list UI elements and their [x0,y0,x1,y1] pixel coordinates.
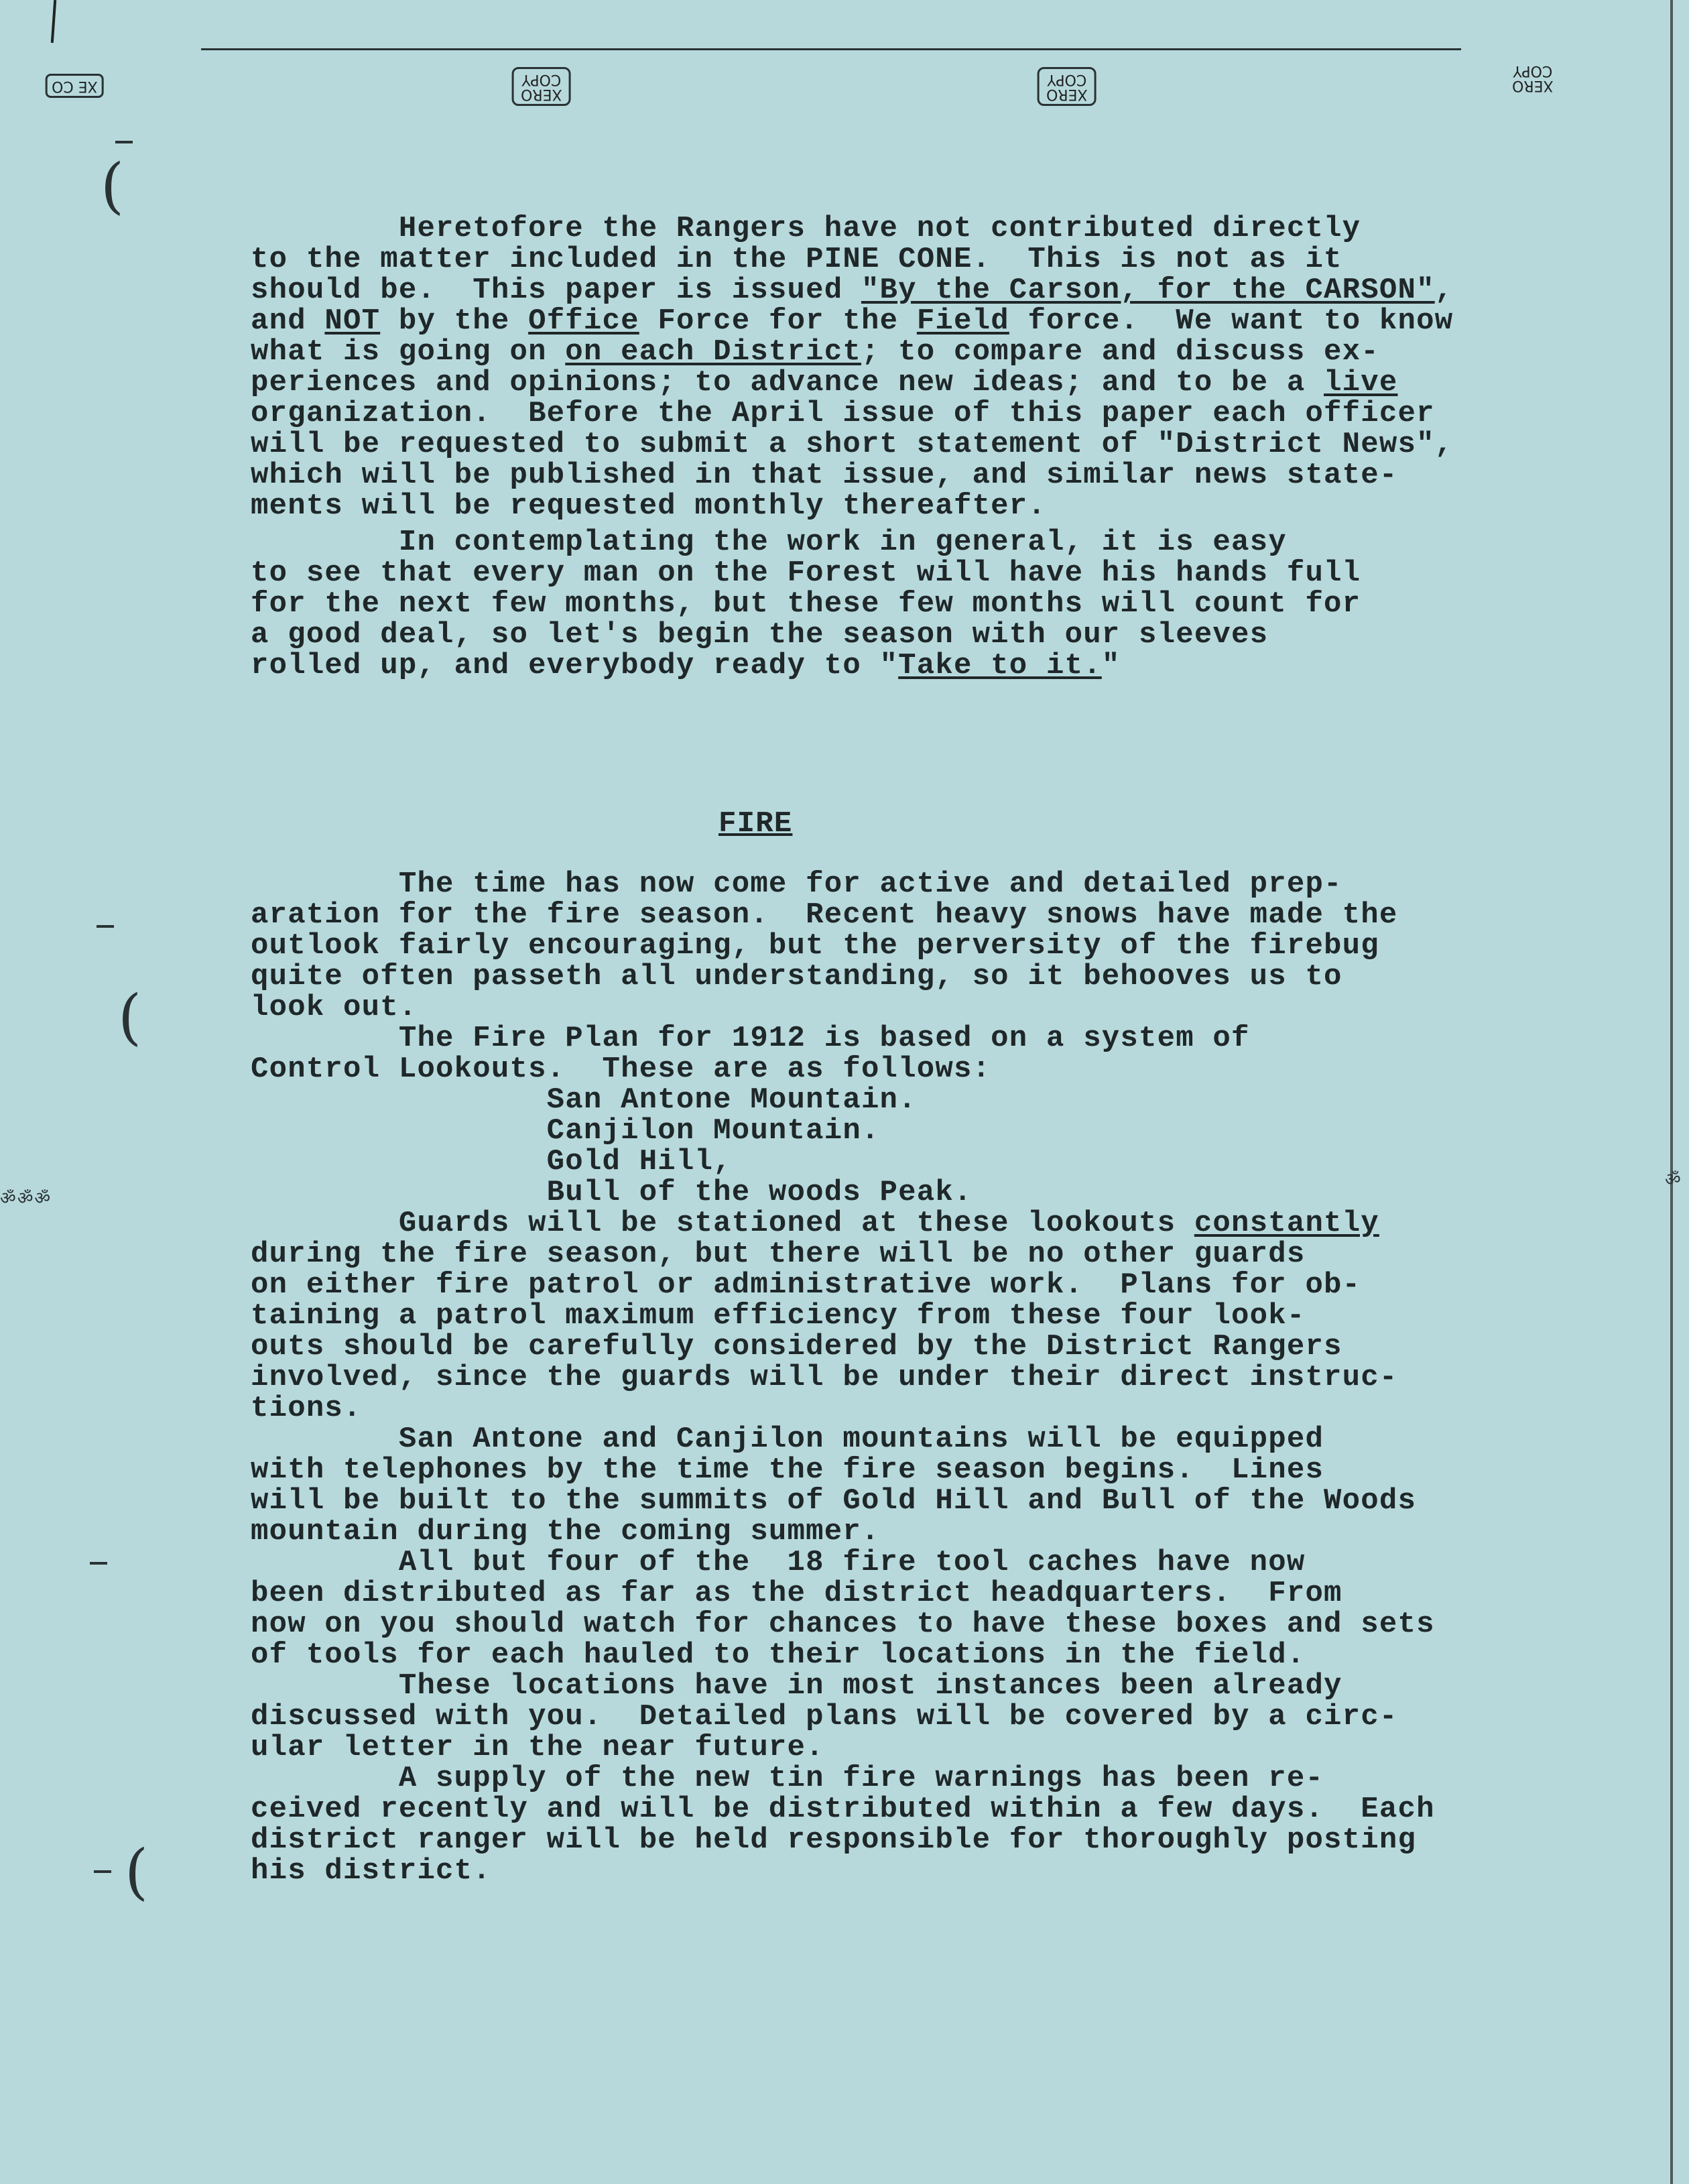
xerox-copy-stamp [512,67,571,106]
text-run: during the fire season, but there will be no other guards [251,1237,1306,1271]
text-run: been distributed as far as the district headquarters. From [251,1577,1342,1610]
text-run: to the matter included in the PINE CONE. This is not as it [251,243,1342,276]
xerox-copy-stamp [1505,60,1560,95]
text-run: Gold Hill, [251,1145,732,1178]
text-line [251,1208,1524,1239]
text-line [251,1701,1524,1732]
text-line [251,961,1524,992]
text-run: All but four of the 18 fire tool caches have now [251,1546,1306,1579]
text-run: a good deal, so let's begin the season with our sleeves [251,618,1269,652]
text-line [251,1794,1524,1825]
text-line [251,337,1524,367]
text-line [251,1825,1524,1856]
text-run: tions. [251,1392,362,1425]
margin-mark [97,925,114,928]
text-run: of tools for each hauled to their locations in the field. [251,1638,1306,1672]
text-run: These locations have in most instances been already [251,1669,1342,1703]
text-run: In contemplating the work in general, it is easy [251,526,1287,559]
text-line [251,900,1524,930]
text-line [251,1671,1524,1701]
text-run: ments will be requested monthly thereafter. [251,489,1046,523]
text-run: to see that every man on the Forest will have his hands full [251,556,1361,590]
text-run: rolled up, and everybody ready to " [251,649,899,682]
underlined-text: Take to it. [898,649,1102,682]
paragraph-contemplating [251,527,1524,681]
text-run: ceived recently and will be distributed within a few days. Each [251,1793,1435,1826]
text-run: what is going on [251,335,566,369]
text-run: force. We want to know [1009,304,1454,338]
margin-mark: ( [101,151,125,221]
underlined-text: Field [916,304,1009,338]
text-line [251,213,1524,244]
text-line [251,491,1524,522]
text-line [251,1516,1524,1547]
stamp-text: XE [78,78,98,95]
text-run: look out. [251,991,418,1024]
underlined-text: constantly [1194,1207,1379,1240]
text-line [251,1023,1524,1054]
margin-mark: ( [125,1837,149,1907]
stamp-text: CO [52,78,74,95]
text-run: discussed with you. Detailed plans will be covered by a circ- [251,1700,1398,1734]
page-right-edge [1670,0,1673,2184]
text-run: The time has now come for active and detailed prep- [251,867,1342,901]
text-run: Control Lookouts. These are as follows: [251,1052,991,1086]
section-heading-fire: FIRE [718,807,793,841]
text-line [251,1085,1524,1115]
text-run: should be. This paper is issued [251,274,861,307]
text-run: with telephones by the time the fire season begins. Lines [251,1453,1324,1487]
copy-top-rule [201,48,1461,50]
text-run: Canjilon Mountain. [251,1114,880,1148]
underlined-text: on each District [565,335,861,369]
margin-mark: ॐ [1665,1170,1682,1190]
text-run: " [1101,649,1121,682]
text-line [251,1270,1524,1300]
underlined-text: Office [528,304,639,338]
text-run: on either fire patrol or administrative work. Plans for ob- [251,1268,1361,1302]
text-line [251,367,1524,398]
text-run: and [251,304,325,338]
text-line [251,1393,1524,1424]
text-run: aration for the fire season. Recent heavy snows have made the [251,898,1398,932]
underlined-text: "By the Carson, for the CARSON" [861,274,1435,307]
text-line [251,398,1524,429]
text-line [251,1547,1524,1578]
text-run: Bull of the woods Peak. [251,1176,973,1209]
text-line [251,460,1524,491]
text-run: outlook fairly encouraging, but the perversity of the firebug [251,929,1379,963]
paragraph-fire-plan [251,869,1524,1886]
text-line [251,619,1524,650]
margin-mark [90,1562,107,1565]
margin-mark [94,1870,111,1873]
text-run: his district. [251,1854,491,1888]
text-run: by the [380,304,529,338]
text-line [251,1732,1524,1763]
text-line [251,1424,1524,1455]
text-run: mountain during the coming summer. [251,1515,880,1549]
text-run: will be requested to submit a short statement of "District News", [251,428,1454,461]
text-line [251,1054,1524,1085]
margin-mark [115,141,133,143]
text-line [251,1609,1524,1640]
text-run: district ranger will be held responsible for thoroughly posting [251,1823,1417,1857]
stamp-text: COPY [1047,71,1087,88]
text-run: San Antone and Canjilon mountains will be equipped [251,1422,1324,1456]
text-line [251,869,1524,900]
text-run: periences and opinions; to advance new ideas; and to be a [251,366,1324,400]
text-line [251,558,1524,589]
text-run: for the next few months, but these few months will count for [251,587,1361,621]
text-line [251,1640,1524,1671]
text-run: outs should be carefully considered by the District Rangers [251,1330,1342,1363]
text-line [251,527,1524,558]
text-line [251,275,1524,306]
text-run: quite often passeth all understanding, so it behooves us to [251,960,1342,993]
text-line [251,1578,1524,1609]
text-line [251,589,1524,619]
text-run: organization. Before the April issue of this paper each officer [251,397,1435,430]
margin-mark: ॐॐॐ [0,1189,52,1209]
text-run: The Fire Plan for 1912 is based on a system of [251,1022,1250,1055]
stamp-text: COPY [1513,62,1553,79]
text-run: A supply of the new tin fire warnings has been re- [251,1762,1324,1795]
text-run: Guards will be stationed at these lookouts [251,1207,1194,1240]
text-run: now on you should watch for chances to have these boxes and sets [251,1607,1435,1641]
text-run: ; to compare and discuss ex- [861,335,1379,369]
xerox-copy-stamp [1038,67,1097,106]
xerox-stamp-left [46,74,104,98]
text-line [251,1146,1524,1177]
text-line [251,1115,1524,1146]
margin-mark: ( [118,982,142,1052]
underlined-text: NOT [324,304,381,338]
text-run: Heretofore the Rangers have not contributed directly [251,212,1361,245]
text-run: taining a patrol maximum efficiency from these four look- [251,1299,1306,1333]
stamp-text: XERO [521,86,562,103]
text-line [251,1485,1524,1516]
text-line [251,650,1524,681]
text-line [251,1300,1524,1331]
copy-edge-mark [51,0,56,43]
text-line [251,1331,1524,1362]
text-line [251,1239,1524,1270]
stamp-text: XERO [1512,77,1554,94]
paragraph-rangers [251,213,1524,522]
text-line [251,1763,1524,1794]
stamp-text: COPY [521,71,562,88]
text-line [251,1177,1524,1208]
stamp-text: XERO [1046,86,1088,103]
text-run: which will be published in that issue, and similar news state- [251,459,1398,492]
text-line [251,1455,1524,1485]
text-run: involved, since the guards will be under their direct instruc- [251,1361,1398,1394]
text-run: will be built to the summits of Gold Hill and Bull of the Woods [251,1484,1417,1518]
text-run: San Antone Mountain. [251,1083,917,1117]
text-run: , [1434,274,1454,307]
text-line [251,244,1524,275]
underlined-text: live [1324,366,1398,400]
text-run: ular letter in the near future. [251,1731,824,1764]
text-line [251,1856,1524,1886]
text-line [251,930,1524,961]
text-line [251,992,1524,1023]
text-run: Force for the [639,304,917,338]
text-line [251,429,1524,460]
text-line [251,306,1524,337]
text-line [251,1362,1524,1393]
